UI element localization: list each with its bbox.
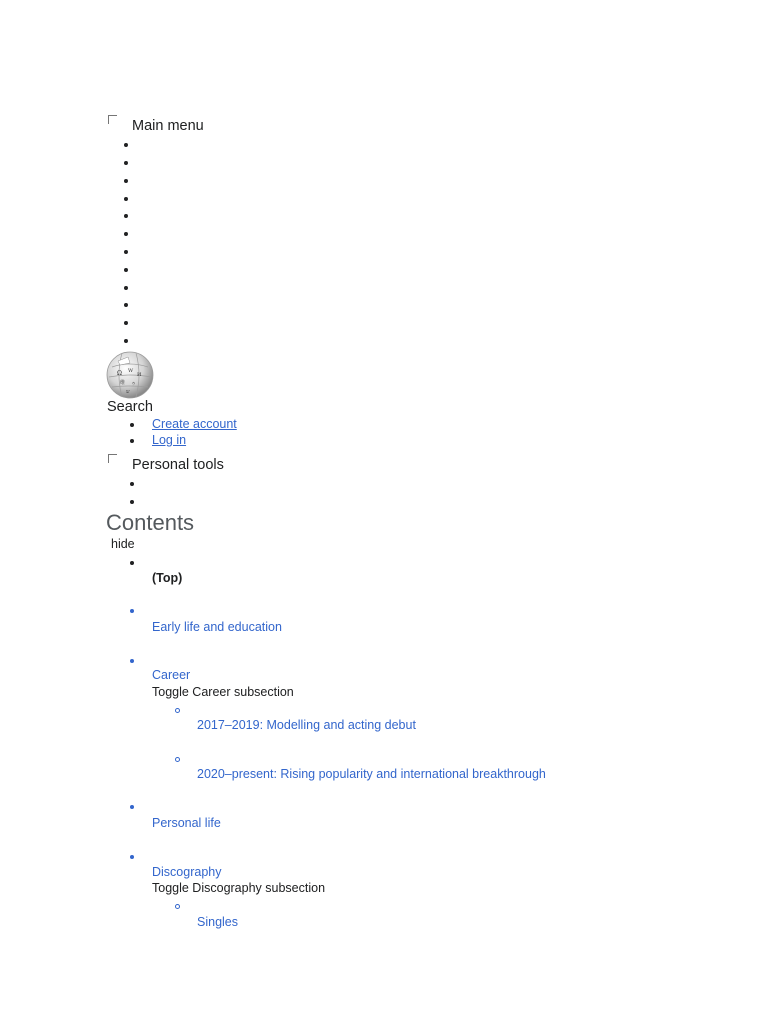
personal-tools-label[interactable]: Personal tools <box>132 457 224 473</box>
search-label[interactable]: Search <box>107 399 153 415</box>
toc-item-discography[interactable]: Discography <box>152 865 222 879</box>
svg-text:Ω: Ω <box>117 370 122 377</box>
toc-heading: Contents <box>106 510 195 535</box>
main-menu-item[interactable] <box>124 197 128 201</box>
main-menu-item[interactable] <box>124 339 128 343</box>
toc-toggle-career-button[interactable]: Toggle Career subsection <box>152 685 294 699</box>
list-bullet <box>130 423 134 427</box>
list-bullet <box>130 439 134 443</box>
log-in-link[interactable]: Log in <box>152 433 187 447</box>
toc-bullet <box>130 855 134 859</box>
toc-sub-bullet <box>175 904 180 909</box>
main-menu-label[interactable]: Main menu <box>132 118 204 134</box>
main-menu-item[interactable] <box>124 161 128 165</box>
main-menu-item[interactable] <box>124 286 128 290</box>
main-menu-item[interactable] <box>124 143 128 147</box>
toc-item-personal-life[interactable]: Personal life <box>152 816 221 830</box>
main-menu-item[interactable] <box>124 214 128 218</box>
main-menu-item[interactable] <box>124 179 128 183</box>
toc-bullet <box>130 659 134 663</box>
toc-toggle-discography-button[interactable]: Toggle Discography subsection <box>152 881 326 895</box>
personal-tools-item[interactable] <box>130 500 134 504</box>
toc-item-early-life[interactable]: Early life and education <box>152 620 282 634</box>
personal-tools-checkbox[interactable] <box>108 454 117 463</box>
svg-text:И: И <box>137 372 142 378</box>
toc-bullet <box>130 805 134 809</box>
svg-text:维: 维 <box>120 380 126 386</box>
toc-item-singles[interactable]: Singles <box>197 915 238 929</box>
toc-item-career-2020-present[interactable]: 2020–present: Rising popularity and international breakthrough <box>197 767 546 781</box>
toc-item-career[interactable]: Career <box>152 668 191 682</box>
create-account-link[interactable]: Create account <box>152 417 237 431</box>
main-menu-item[interactable] <box>124 250 128 254</box>
svg-text:ゥ: ゥ <box>131 381 137 387</box>
main-menu-checkbox[interactable] <box>108 115 117 124</box>
wikipedia-globe-logo-icon[interactable] <box>106 351 154 399</box>
toc-hide-button[interactable]: hide <box>111 537 135 551</box>
svg-text:W: W <box>128 368 134 374</box>
toc-bullet <box>130 609 134 613</box>
toc-sub-bullet <box>175 708 180 713</box>
main-menu-item[interactable] <box>124 268 128 272</box>
toc-sub-bullet <box>175 757 180 762</box>
toc-item-career-2017-2019[interactable]: 2017–2019: Modelling and acting debut <box>197 718 416 732</box>
svg-text:ש: ש <box>126 389 130 395</box>
main-menu-item[interactable] <box>124 303 128 307</box>
main-menu-item[interactable] <box>124 232 128 236</box>
toc-bullet <box>130 561 134 565</box>
personal-tools-item[interactable] <box>130 482 134 486</box>
main-menu-item[interactable] <box>124 321 128 325</box>
toc-item-top[interactable]: (Top) <box>152 571 183 585</box>
